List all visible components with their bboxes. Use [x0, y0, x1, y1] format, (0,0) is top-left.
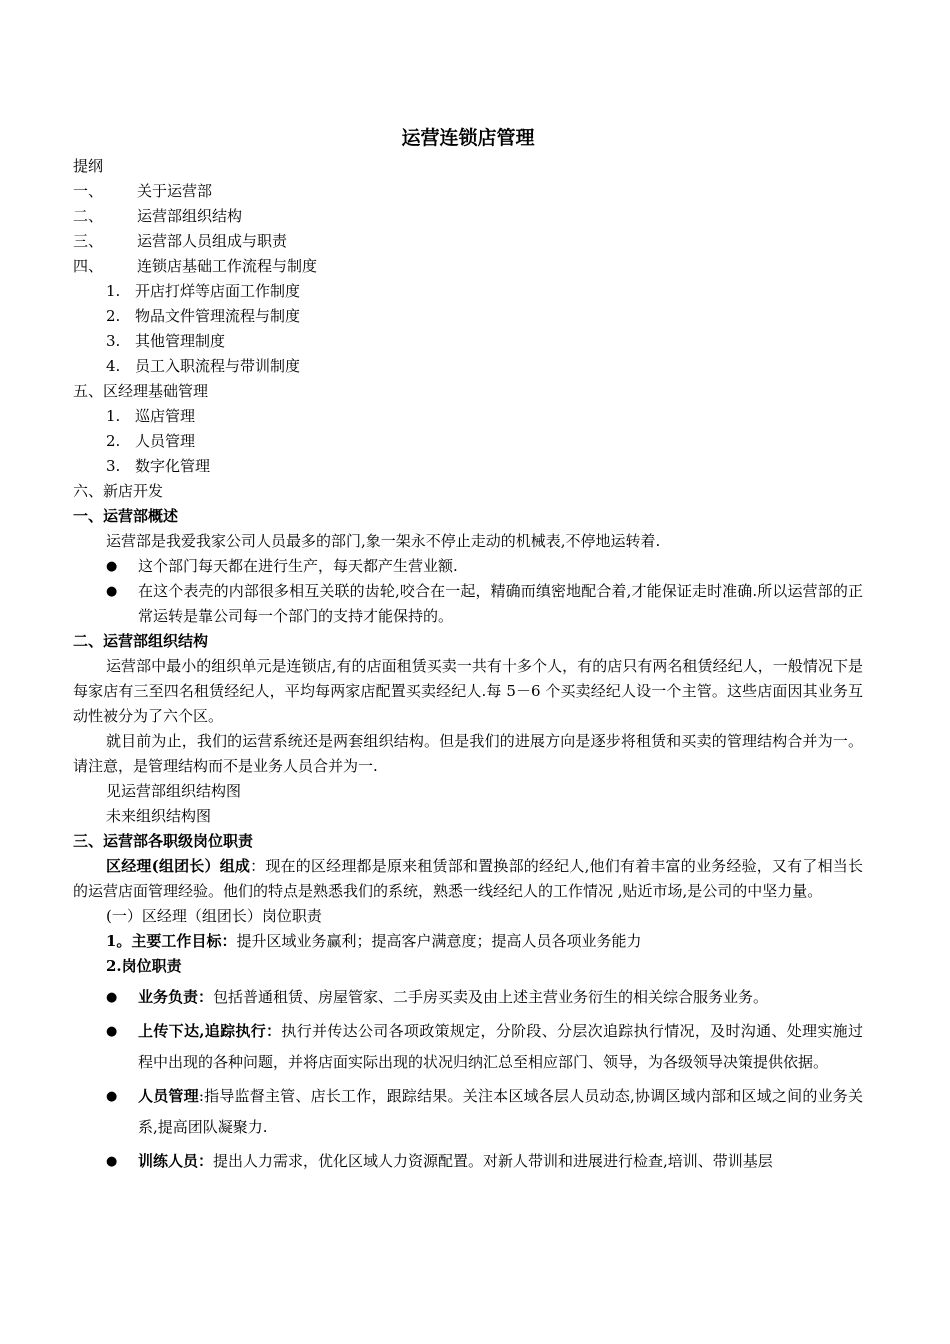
outline-item: 一、 关于运营部: [73, 182, 213, 200]
outline-subitem: 2. 人员管理: [106, 432, 196, 450]
outline-item: 二、 运营部组织结构: [73, 207, 243, 225]
duty-item: ● 上传下达,追踪执行：执行并传达公司各项政策规定，分阶段、分层次追踪执行情况，及时沟通、处理实施过程中出现的各种问题，并将店面实际出现的状况归纳汇总至相应部门、领导，为各级领导决策提供依据。: [73, 1016, 863, 1078]
bullet-item: ● 这个部门每天都在进行生产，每天都产生营业额.: [73, 554, 863, 579]
bullet-icon: ●: [106, 1024, 118, 1039]
outline-subitem: 3. 数字化管理: [106, 457, 211, 475]
bullet-icon: ●: [106, 1154, 118, 1169]
outline-label: 提纲: [73, 157, 104, 175]
outline-item: 四、 连锁店基础工作流程与制度: [73, 257, 318, 275]
outline-subitem: 4. 员工入职流程与带训制度: [106, 357, 301, 375]
section-heading: 一、运营部概述: [73, 507, 179, 525]
duty-item: ● 业务负责：包括普通租赁、房屋管家、二手房买卖及由上述主营业务衍生的相关综合服务业务。: [73, 982, 863, 1013]
paragraph: 就目前为止，我们的运营系统还是两套组织结构。但是我们的进展方向是逐步将租赁和买卖的管理结构合并为一。请注意，是管理结构而不是业务人员合并为一.: [73, 732, 863, 775]
outline-subitem: 3. 其他管理制度: [106, 332, 226, 350]
outline-item: 六、新店开发: [73, 482, 164, 500]
outline-item: 五、区经理基础管理: [73, 382, 209, 400]
document-title: 运营连锁店管理: [401, 127, 535, 149]
paragraph: 运营部是我爱我家公司人员最多的部门,象一架永不停止走动的机械表,不停地运转着.: [106, 532, 661, 550]
outline-subitem: 1. 巡店管理: [106, 407, 196, 425]
chart-reference: 未来组织结构图: [106, 807, 212, 825]
chart-reference: 见运营部组织结构图: [106, 782, 242, 800]
paragraph: 区经理(组团长）组成：现在的区经理都是原来租赁部和置换部的经纪人,他们有着丰富的业务经验，又有了相当长的运营店面管理经验。他们的特点是熟悉我们的系统，熟悉一线经纪人的工作情况 ,贴近市场,是公司的中坚力量。: [73, 857, 863, 900]
outline-subitem: 1. 开店打烊等店面工作制度: [106, 282, 301, 300]
section-heading: 三、运营部各职级岗位职责: [73, 832, 254, 850]
bullet-item: ● 在这个表壳的内部很多相互关联的齿轮,咬合在一起，精确而缜密地配合着,才能保证走时准确.所以运营部的正常运转是靠公司每一个部门的支持才能保持的。: [73, 579, 863, 629]
subsection-heading: (一）区经理（组团长）岗位职责: [106, 907, 322, 925]
duty-item: ● 人员管理:指导监督主管、店长工作，跟踪结果。关注本区域各层人员动态,协调区域内部和区域之间的业务关系,提高团队凝聚力.: [73, 1081, 863, 1143]
paragraph: 运营部中最小的组织单元是连锁店,有的店面租赁买卖一共有十多个人，有的店只有两名租赁经纪人，一般情况下是每家店有三至四名租赁经纪人，平均每两家店配置买卖经纪人.每 5－6 个买卖经纪人设一个主管。这些店面因其业务互动性被分为了六个区。: [73, 657, 863, 725]
bullet-icon: ●: [106, 990, 118, 1005]
outline-item: 三、 运营部人员组成与职责: [73, 232, 288, 250]
section-heading: 二、运营部组织结构: [73, 632, 209, 650]
outline-subitem: 2. 物品文件管理流程与制度: [106, 307, 301, 325]
work-goal: 1。主要工作目标：提升区域业务赢利；提高客户满意度；提高人员各项业务能力: [106, 932, 642, 950]
bullet-icon: ●: [106, 584, 118, 599]
bullet-icon: ●: [106, 1089, 118, 1104]
duty-heading: 2.岗位职责: [106, 957, 182, 975]
bullet-icon: ●: [106, 559, 118, 574]
document-page: [73, 122, 863, 1180]
duty-item: ● 训练人员：提出人力需求，优化区域人力资源配置。对新人带训和进展进行检查,培训、带训基层: [73, 1146, 863, 1177]
